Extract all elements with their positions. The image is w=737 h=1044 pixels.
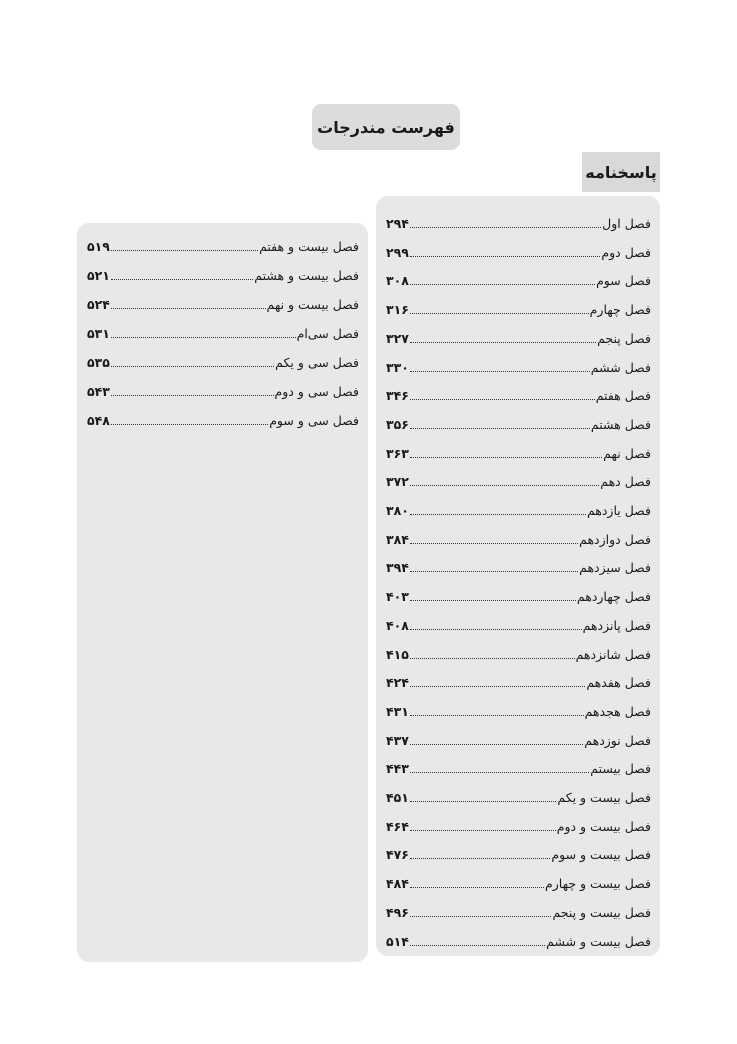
toc-entry-page-number: ۳۱۶ bbox=[386, 302, 409, 318]
toc-entry-page-number: ۵۱۴ bbox=[386, 933, 409, 949]
toc-entry[interactable] bbox=[386, 296, 651, 318]
toc-entry[interactable] bbox=[87, 233, 359, 255]
toc-dot-leader bbox=[410, 714, 584, 716]
toc-dot-leader bbox=[410, 312, 589, 314]
toc-dot-leader bbox=[410, 599, 576, 601]
toc-entry-label: فصل پانزدهم bbox=[582, 617, 651, 633]
toc-entry-label: فصل دهم bbox=[600, 474, 651, 490]
toc-entry-page-number: ۴۰۸ bbox=[386, 617, 409, 633]
toc-dot-leader bbox=[410, 886, 544, 888]
toc-entry[interactable] bbox=[386, 210, 651, 232]
toc-entry-label: فصل سی و سوم bbox=[269, 413, 359, 428]
toc-dot-leader bbox=[410, 570, 578, 572]
toc-entry-page-number: ۴۶۴ bbox=[386, 818, 409, 834]
toc-entry-label: فصل سی‌ام bbox=[296, 326, 359, 341]
toc-entry-label: فصل نوزدهم bbox=[584, 732, 651, 748]
toc-entry-page-number: ۵۴۸ bbox=[87, 413, 110, 428]
toc-entry-label: فصل هجدهم bbox=[584, 703, 651, 719]
toc-entry[interactable] bbox=[386, 325, 651, 347]
toc-entry-label: فصل بیست و پنجم bbox=[552, 904, 651, 920]
toc-entry[interactable] bbox=[386, 526, 651, 548]
toc-dot-leader bbox=[410, 255, 601, 257]
toc-entry-label: فصل هفتم bbox=[595, 388, 651, 404]
toc-entry[interactable] bbox=[386, 841, 651, 863]
toc-entry[interactable] bbox=[386, 267, 651, 289]
toc-entry-page-number: ۴۷۶ bbox=[386, 847, 409, 863]
toc-entry-page-number: ۴۹۶ bbox=[386, 904, 409, 920]
toc-dot-leader bbox=[111, 278, 253, 280]
page-title-box bbox=[312, 104, 460, 150]
toc-entry-page-number: ۳۹۴ bbox=[386, 560, 409, 576]
toc-dot-leader bbox=[410, 657, 575, 659]
toc-dot-leader bbox=[410, 628, 582, 630]
toc-entry-page-number: ۵۳۱ bbox=[87, 326, 110, 341]
toc-entry[interactable] bbox=[386, 554, 651, 576]
toc-entry-page-number: ۳۳۰ bbox=[386, 359, 409, 375]
toc-entry[interactable] bbox=[386, 698, 651, 720]
toc-entry[interactable] bbox=[386, 870, 651, 892]
toc-entry[interactable] bbox=[87, 262, 359, 284]
toc-entry-page-number: ۵۲۴ bbox=[87, 297, 110, 312]
toc-dot-leader bbox=[410, 685, 585, 687]
toc-entry-page-number: ۲۹۹ bbox=[386, 244, 409, 260]
toc-entry-page-number: ۵۲۱ bbox=[87, 268, 110, 283]
toc-entry-label: فصل بیست و چهارم bbox=[545, 876, 651, 892]
toc-entry[interactable] bbox=[87, 320, 359, 342]
toc-dot-leader bbox=[111, 307, 266, 309]
toc-dot-leader bbox=[410, 283, 595, 285]
toc-entry[interactable] bbox=[386, 899, 651, 921]
toc-entry-page-number: ۴۳۱ bbox=[386, 703, 409, 719]
toc-dot-leader bbox=[410, 542, 578, 544]
toc-entry-page-number: ۳۰۸ bbox=[386, 273, 409, 289]
toc-dot-leader bbox=[410, 800, 556, 802]
section-title: پاسخنامه bbox=[585, 162, 657, 182]
toc-entry[interactable] bbox=[386, 928, 651, 950]
toc-entry-label: فصل هفدهم bbox=[586, 675, 651, 691]
toc-entry-page-number: ۴۸۴ bbox=[386, 876, 409, 892]
toc-entry-label: فصل دوم bbox=[601, 244, 651, 260]
toc-entry-label: فصل بیست و نهم bbox=[266, 297, 359, 312]
toc-entry-page-number: ۲۹۴ bbox=[386, 216, 409, 231]
toc-dot-leader bbox=[410, 226, 601, 228]
toc-entry-page-number: ۴۳۷ bbox=[386, 732, 409, 748]
toc-entry-page-number: ۵۳۵ bbox=[87, 355, 110, 370]
toc-entry-label: فصل سیزدهم bbox=[579, 560, 651, 576]
toc-entry[interactable] bbox=[386, 440, 651, 462]
toc-entry[interactable] bbox=[386, 755, 651, 777]
toc-entry-label: فصل پنجم bbox=[597, 330, 651, 346]
toc-entry-page-number: ۳۴۶ bbox=[386, 388, 409, 404]
toc-entry-label: فصل بیست و ششم bbox=[546, 933, 651, 949]
toc-entry-page-number: ۳۸۰ bbox=[386, 503, 409, 518]
toc-dot-leader bbox=[410, 427, 590, 429]
toc-entry-page-number: ۴۲۴ bbox=[386, 675, 409, 691]
toc-dot-leader bbox=[410, 341, 596, 343]
toc-entry-page-number: ۴۰۳ bbox=[386, 589, 409, 605]
toc-entry-label: فصل بیست و سوم bbox=[551, 847, 651, 863]
toc-dot-leader bbox=[410, 857, 551, 859]
toc-dot-leader bbox=[111, 394, 274, 396]
toc-dot-leader bbox=[410, 743, 583, 745]
toc-dot-leader bbox=[410, 944, 545, 946]
toc-entry-label: فصل بیست و هشتم bbox=[254, 268, 359, 283]
toc-entry[interactable] bbox=[386, 583, 651, 605]
toc-entry-page-number: ۳۶۳ bbox=[386, 445, 409, 461]
toc-entry[interactable] bbox=[386, 727, 651, 749]
toc-entry[interactable] bbox=[87, 291, 359, 313]
toc-panel-left bbox=[77, 223, 368, 962]
toc-entry[interactable] bbox=[386, 641, 651, 663]
toc-dot-leader bbox=[111, 336, 296, 338]
section-tab bbox=[582, 152, 660, 192]
toc-entry-label: فصل شانزدهم bbox=[575, 646, 651, 662]
toc-entry-page-number: ۴۴۳ bbox=[386, 761, 409, 777]
toc-entry[interactable] bbox=[386, 612, 651, 634]
toc-dot-leader bbox=[410, 370, 590, 372]
toc-entry-label: فصل بیستم bbox=[590, 761, 651, 777]
toc-entry[interactable] bbox=[386, 468, 651, 490]
toc-entry[interactable] bbox=[87, 407, 359, 429]
toc-dot-leader bbox=[410, 829, 556, 831]
toc-panel-right bbox=[376, 196, 660, 956]
toc-entry-label: فصل سوم bbox=[596, 273, 651, 289]
toc-dot-leader bbox=[111, 423, 268, 425]
toc-entry[interactable] bbox=[386, 354, 651, 376]
toc-entry-page-number: ۳۷۲ bbox=[386, 474, 409, 490]
toc-entry[interactable] bbox=[87, 378, 359, 400]
toc-entry-label: فصل یازدهم bbox=[586, 503, 651, 518]
toc-entry-label: فصل اول bbox=[602, 216, 651, 231]
toc-dot-leader bbox=[410, 398, 595, 400]
toc-entry[interactable] bbox=[386, 382, 651, 404]
toc-dot-leader bbox=[410, 915, 552, 917]
toc-entry-label: فصل سی و دوم bbox=[274, 384, 359, 399]
toc-entry-page-number: ۳۵۶ bbox=[386, 416, 409, 432]
toc-entry[interactable] bbox=[386, 497, 651, 519]
toc-entry-label: فصل بیست و هفتم bbox=[259, 239, 359, 254]
toc-entry-page-number: ۴۱۵ bbox=[386, 646, 409, 662]
toc-dot-leader bbox=[410, 484, 599, 486]
toc-dot-leader bbox=[410, 771, 589, 773]
toc-entry-page-number: ۵۴۳ bbox=[87, 384, 110, 399]
toc-entry-page-number: ۳۲۷ bbox=[386, 330, 409, 346]
toc-entry-page-number: ۵۱۹ bbox=[87, 239, 110, 254]
toc-entry[interactable] bbox=[386, 411, 651, 433]
toc-entry-label: فصل بیست و یکم bbox=[557, 790, 651, 805]
toc-entry-label: فصل ششم bbox=[590, 359, 651, 375]
toc-entry[interactable] bbox=[386, 784, 651, 806]
toc-entry[interactable] bbox=[386, 813, 651, 835]
toc-dot-leader bbox=[111, 365, 274, 367]
toc-entry-label: فصل سی و یکم bbox=[275, 355, 359, 370]
toc-entry-label: فصل بیست و دوم bbox=[556, 818, 651, 834]
toc-entry-page-number: ۳۸۴ bbox=[386, 531, 409, 547]
toc-entry[interactable] bbox=[386, 239, 651, 261]
page-title: فهرست مندرجات bbox=[317, 117, 455, 137]
toc-entry[interactable] bbox=[87, 349, 359, 371]
toc-entry-label: فصل چهارم bbox=[589, 302, 651, 318]
toc-entry-label: فصل نهم bbox=[603, 445, 651, 461]
toc-entry[interactable] bbox=[386, 669, 651, 691]
toc-dot-leader bbox=[410, 456, 602, 458]
toc-entry-label: فصل هشتم bbox=[590, 416, 651, 432]
toc-entry-label: فصل چهاردهم bbox=[576, 589, 651, 605]
toc-dot-leader bbox=[111, 249, 258, 251]
toc-entry-page-number: ۴۵۱ bbox=[386, 790, 409, 805]
toc-entry-label: فصل دوازدهم bbox=[579, 531, 651, 547]
toc-dot-leader bbox=[410, 513, 586, 515]
